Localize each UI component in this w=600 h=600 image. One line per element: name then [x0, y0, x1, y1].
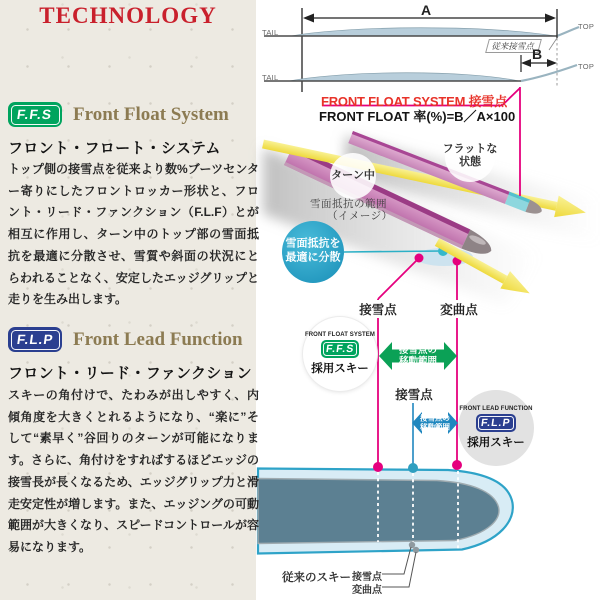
- flf-body-text: スキーの角付けで、たわみが出しやすく、内傾角度を大きくとれるようになり、“楽に”そして“素早く”谷回りのターンが可能になります。さらに、角付けをすればするほどエッジの接雪長が長くなるため、エッジグリップ力と滑走安定性が増します。また、エッジングの可動範囲が大きくなり、スピードコントロールが容易になります。: [8, 388, 259, 554]
- length-a-label: A: [421, 2, 432, 18]
- green-range-arrow-label: 接雪点の 移動範囲: [398, 345, 438, 367]
- flf-title-ja: フロント・リード・ファンクション: [8, 365, 252, 382]
- front-float-formula: FRONT FLOAT 率(%)=B／A×100: [319, 109, 516, 124]
- blue-range-arrow-label: 接雪点の 移動範囲: [420, 413, 450, 431]
- top-label-1: TOP: [578, 22, 595, 31]
- ffs-section-header: [8, 102, 229, 127]
- turning-label: ターン中: [331, 169, 375, 182]
- flf-ski-badge: [458, 390, 534, 466]
- ffs-title-ja: フロント・フロート・システム: [8, 140, 221, 157]
- ffs-contact-dot: [373, 462, 383, 472]
- ffs-mini-badge: F.F.S: [321, 340, 359, 358]
- bottom-inflection-label: 変曲点: [352, 585, 382, 596]
- flf-badge: F.L.P: [8, 327, 62, 352]
- tail-label-1: TAIL: [262, 28, 279, 37]
- mid-contact-dot: [408, 463, 418, 473]
- tail-label-2: TAIL: [262, 73, 279, 82]
- page-title: TECHNOLOGY: [39, 3, 217, 28]
- ffs-badge: F.F.S: [8, 102, 62, 127]
- flf-mini-badge: F.L.P: [476, 414, 516, 432]
- contact-point-label: 接雪点: [357, 300, 399, 318]
- topview-ski-diagram: [258, 460, 513, 587]
- flf-ski-badge-title: FRONT LEAD FUNCTION: [459, 406, 533, 412]
- bottom-contact-label: 接雪点: [352, 572, 382, 583]
- inflection-dot: [452, 460, 462, 470]
- flat-state-label: フラットな 状態: [442, 143, 498, 168]
- flf-ski-badge-caption: 採用スキー: [467, 437, 525, 449]
- disperse-badge-label: 雪面抵抗を 最適に分散: [285, 237, 341, 263]
- inflection-point-label: 変曲点: [438, 300, 480, 318]
- conventional-ski-label: 従来のスキー: [282, 572, 351, 584]
- conventional-contact-label: 従来接雪点: [485, 39, 541, 53]
- ski-3d-diagram: [261, 87, 600, 466]
- flf-section-header: [8, 327, 243, 352]
- ffs-ski-badge-caption: 採用スキー: [311, 363, 369, 375]
- ffs-body-text: トップ側の接雪点を従来より数%ブーツセンター寄りにしたフロントロッカー形状と、フロント・リード・ファンクション（F.L.F）とが相互に作用し、ターン中のトップ部の雪面抵抗を最適に分散させ、雪質や斜面の状況にとらわれることなく、安定したエッジグリップと走りを生み出します。: [8, 162, 259, 307]
- resistance-range-label: 雪面抵抗の範囲: [310, 198, 387, 210]
- ffs-ski-badge-title: FRONT FLOAT SYSTEM: [304, 332, 376, 338]
- length-b-label: B: [532, 46, 543, 62]
- ffs-contact-heading: FRONT FLOAT SYSTEM 接雪点: [321, 94, 508, 109]
- flf-title-en: Front Lead Function: [73, 328, 243, 350]
- ffs-ski-badge: [303, 317, 377, 391]
- ffs-title-en: Front Float System: [73, 103, 229, 125]
- resistance-range-label-2: （イメージ）: [327, 210, 393, 222]
- top-label-2: TOP: [578, 62, 595, 71]
- mid-contact-label: 接雪点: [393, 385, 435, 403]
